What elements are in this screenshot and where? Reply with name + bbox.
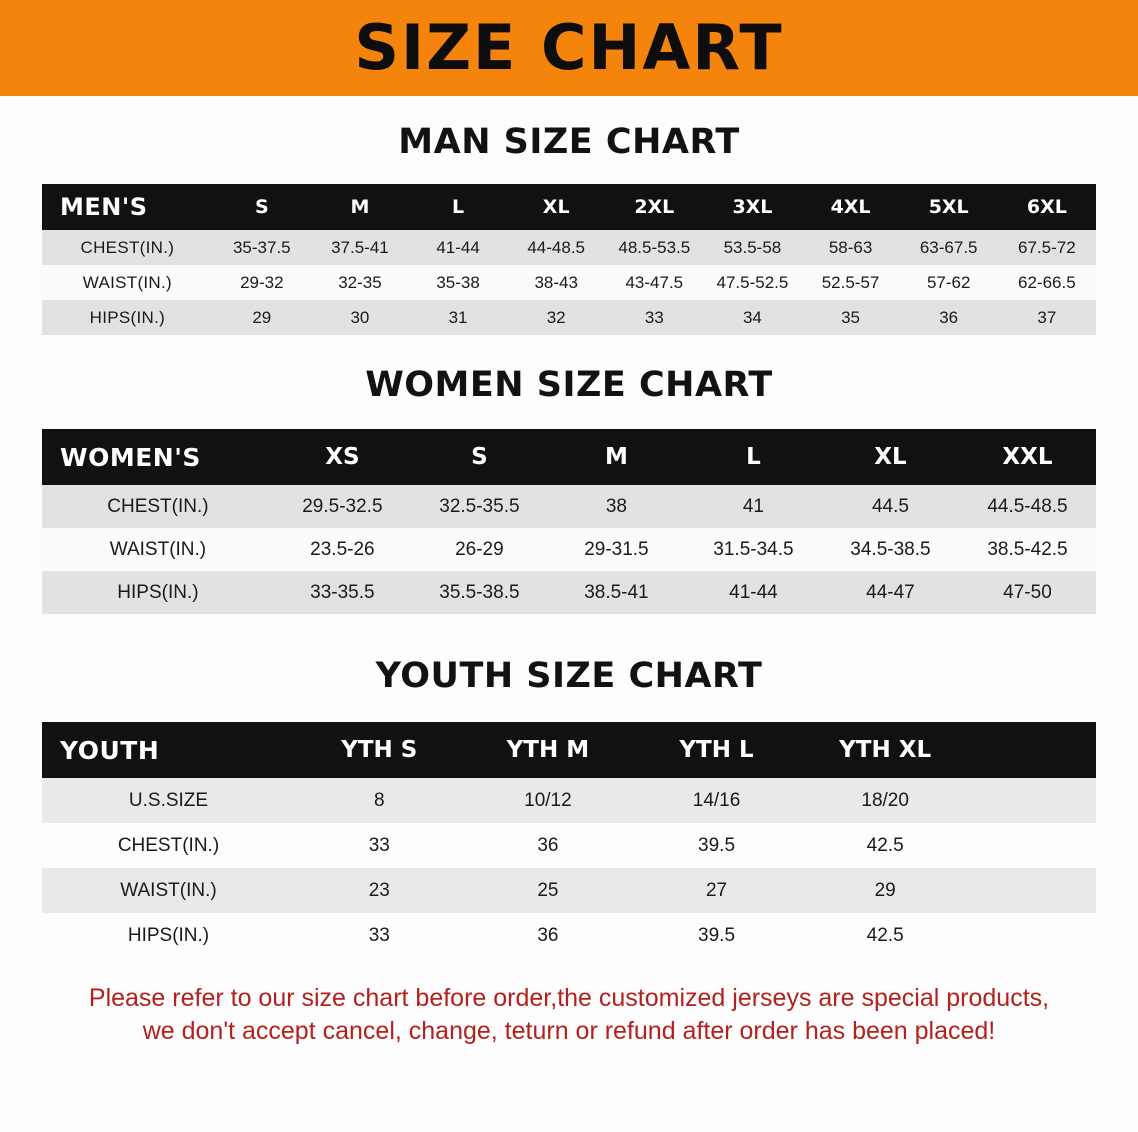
man-col-header: 3XL xyxy=(732,196,773,218)
table-cell-spacer xyxy=(969,868,1096,913)
man-row-label: WAIST(IN.) xyxy=(82,272,172,292)
table-cell: 57-62 xyxy=(926,272,971,292)
table-cell: 32.5-35.5 xyxy=(439,495,520,517)
women-table-body xyxy=(42,485,1096,614)
table-cell: 33-35.5 xyxy=(310,581,375,603)
table-cell: 42.5 xyxy=(866,834,904,856)
table-row xyxy=(42,230,1096,265)
table-row xyxy=(42,485,1096,528)
youth-header-label: YOUTH xyxy=(60,735,160,765)
table-cell: 33 xyxy=(368,834,390,856)
table-cell: 42.5 xyxy=(866,924,904,946)
man-col-header: L xyxy=(452,196,465,218)
table-cell-spacer xyxy=(969,823,1096,868)
table-cell: 67.5-72 xyxy=(1018,237,1076,257)
table-cell: 30 xyxy=(350,307,370,327)
man-col-header: 4XL xyxy=(830,196,871,218)
man-header-label: MEN'S xyxy=(60,193,148,221)
table-cell: 8 xyxy=(373,789,385,811)
women-table-wrapper xyxy=(42,429,1096,614)
man-table-wrapper xyxy=(42,184,1096,335)
women-col-header: S xyxy=(471,444,488,470)
table-cell: 14/16 xyxy=(692,789,741,811)
table-cell: 29 xyxy=(252,307,272,327)
policy-note-line-2: we don't accept cancel, change, teturn or refund after order has been placed! xyxy=(142,1017,996,1046)
table-cell: 44.5 xyxy=(871,495,909,517)
table-cell: 58-63 xyxy=(828,237,873,257)
youth-table-body xyxy=(42,778,1096,958)
table-cell: 29.5-32.5 xyxy=(302,495,383,517)
table-cell: 36 xyxy=(939,307,959,327)
youth-table-header xyxy=(42,722,1096,778)
table-cell-spacer xyxy=(969,913,1096,958)
table-cell: 23.5-26 xyxy=(310,538,375,560)
women-row-label: HIPS(IN.) xyxy=(117,581,199,603)
table-cell: 48.5-53.5 xyxy=(618,237,691,257)
table-cell: 26-29 xyxy=(455,538,504,560)
youth-table-wrapper xyxy=(42,722,1096,958)
table-cell: 29-32 xyxy=(240,272,284,292)
youth-row-label: HIPS(IN.) xyxy=(127,924,210,946)
man-section-title: MAN SIZE CHART xyxy=(398,122,740,162)
women-col-header: M xyxy=(604,444,628,470)
table-cell: 39.5 xyxy=(698,834,736,856)
table-cell: 35-38 xyxy=(436,272,480,292)
table-cell: 29 xyxy=(874,879,896,901)
table-cell: 44-48.5 xyxy=(527,237,586,257)
table-cell: 47-50 xyxy=(1003,581,1052,603)
man-row-label: HIPS(IN.) xyxy=(89,307,166,327)
table-cell: 34 xyxy=(742,307,762,327)
table-cell: 37.5-41 xyxy=(331,237,389,257)
table-cell: 33 xyxy=(368,924,390,946)
table-row xyxy=(42,571,1096,614)
table-row xyxy=(42,823,1096,868)
table-cell: 10/12 xyxy=(524,789,572,811)
table-cell: 25 xyxy=(537,879,559,901)
youth-size-table xyxy=(42,722,1096,958)
table-cell: 62-66.5 xyxy=(1018,272,1076,292)
table-cell: 47.5-52.5 xyxy=(716,272,789,292)
women-row-label: CHEST(IN.) xyxy=(107,495,209,517)
table-cell: 34.5-38.5 xyxy=(850,538,931,560)
table-cell: 29-31.5 xyxy=(584,538,649,560)
man-table-header xyxy=(42,184,1096,230)
man-col-header: 5XL xyxy=(928,196,969,218)
man-col-header: M xyxy=(350,196,370,218)
table-row xyxy=(42,265,1096,300)
man-table-body xyxy=(42,230,1096,335)
table-cell: 38.5-41 xyxy=(584,581,649,603)
table-cell-spacer xyxy=(969,778,1096,823)
youth-section-title: YOUTH SIZE CHART xyxy=(375,656,763,696)
table-cell: 36 xyxy=(537,834,559,856)
table-cell: 35-37.5 xyxy=(232,237,291,257)
youth-col-header: YTH M xyxy=(506,737,590,763)
page-banner xyxy=(0,0,1138,96)
man-col-header: S xyxy=(254,196,269,218)
women-col-header: L xyxy=(746,444,761,470)
table-row xyxy=(42,778,1096,823)
table-cell: 41-44 xyxy=(436,237,480,257)
policy-note-line-1: Please refer to our size chart before order,the customized jerseys are special products, xyxy=(88,984,1050,1012)
women-col-header: XS xyxy=(325,444,360,470)
table-row xyxy=(42,913,1096,958)
table-cell: 31 xyxy=(448,307,468,327)
youth-row-label: WAIST(IN.) xyxy=(120,879,217,901)
women-header-label: WOMEN'S xyxy=(60,442,201,472)
man-size-table xyxy=(42,184,1096,335)
table-cell: 52.5-57 xyxy=(821,272,880,292)
man-col-header: XL xyxy=(542,196,570,218)
youth-col-header: YTH S xyxy=(341,737,418,763)
women-col-header: XXL xyxy=(1002,444,1053,470)
policy-note xyxy=(40,982,1098,1049)
table-cell: 38 xyxy=(605,495,627,517)
table-cell: 35 xyxy=(841,307,861,327)
women-row-label: WAIST(IN.) xyxy=(109,538,207,560)
women-size-table xyxy=(42,429,1096,614)
youth-col-header: YTH XL xyxy=(839,737,932,763)
women-table-header xyxy=(42,429,1096,485)
table-cell: 23 xyxy=(368,879,390,901)
table-cell: 31.5-34.5 xyxy=(713,538,794,560)
table-cell: 39.5 xyxy=(698,924,736,946)
table-cell: 32-35 xyxy=(338,272,382,292)
table-cell: 37 xyxy=(1037,307,1057,327)
table-cell: 18/20 xyxy=(861,789,909,811)
table-cell: 27 xyxy=(705,879,728,901)
table-row xyxy=(42,300,1096,335)
table-cell: 32 xyxy=(546,307,566,327)
women-section-title: WOMEN SIZE CHART xyxy=(365,365,773,405)
table-cell: 44-47 xyxy=(866,581,915,603)
table-cell: 41 xyxy=(742,495,764,517)
table-cell: 44.5-48.5 xyxy=(987,495,1068,517)
table-cell: 63-67.5 xyxy=(919,237,978,257)
table-header-row xyxy=(42,429,1096,485)
table-header-row xyxy=(42,722,1096,778)
table-cell: 33 xyxy=(644,307,664,327)
table-cell: 38.5-42.5 xyxy=(987,538,1068,560)
table-cell: 41-44 xyxy=(729,581,778,603)
table-cell: 43-47.5 xyxy=(625,272,684,292)
youth-header-spacer xyxy=(969,722,1096,778)
women-col-header: XL xyxy=(874,444,907,470)
youth-col-header: YTH L xyxy=(679,737,754,763)
youth-row-label: CHEST(IN.) xyxy=(117,834,220,856)
youth-row-label: U.S.SIZE xyxy=(128,789,209,811)
table-header-row xyxy=(42,184,1096,230)
table-row xyxy=(42,528,1096,571)
man-row-label: CHEST(IN.) xyxy=(80,237,175,257)
table-row xyxy=(42,868,1096,913)
table-cell: 38-43 xyxy=(534,272,578,292)
man-col-header: 6XL xyxy=(1026,196,1067,218)
man-col-header: 2XL xyxy=(634,196,675,218)
table-cell: 53.5-58 xyxy=(723,237,782,257)
page-title: SIZE CHART xyxy=(354,11,784,84)
table-cell: 35.5-38.5 xyxy=(439,581,520,603)
table-cell: 36 xyxy=(537,924,559,946)
